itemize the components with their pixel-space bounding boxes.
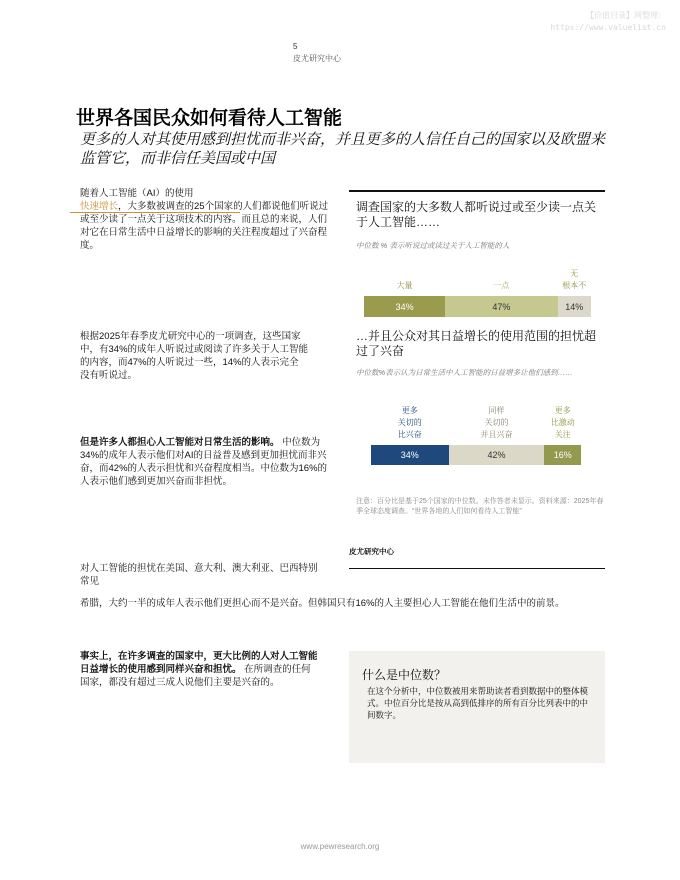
- strike-line: [70, 212, 240, 213]
- chart2-bar: [371, 445, 581, 465]
- watermark-line1: 【价值目录】网整理：: [586, 11, 666, 20]
- bar-segment-2: 47%: [445, 296, 557, 317]
- section-rule: [349, 568, 605, 569]
- chart2-subtitle: 中位数%表示认为日常生活中人工智能的日益增多让他们感到……: [356, 368, 573, 377]
- chart1-title: 调查国家的大多数人都听说过或至少读一点关于人工智能……: [356, 200, 597, 229]
- bar-segment-1: 34%: [364, 296, 445, 317]
- page-title: 世界各国民众如何看待人工智能: [76, 108, 343, 129]
- intro-line: 随着人工智能（AI）的使用: [80, 188, 194, 199]
- concern-rest: 中位数为34%的成年人表示他们对AI的日益普及感到更加担忧而非兴奋，而42%的人表示担忧和兴奋程度相当。中位数为16%的人表示他们感到更加兴奋而非担忧。: [80, 437, 328, 487]
- concern-bold: 但是许多人都担心人工智能对日常生活的影响。: [80, 437, 280, 448]
- category-label-2: 一点: [493, 281, 510, 290]
- bar-segment-3: 14%: [558, 296, 591, 317]
- chart-note: 注意：百分比是基于25个国家的中位数。未作答者未显示。资料来源：2025年春季全球态度调查。“世界各地的人们如何看待人工智能”: [356, 498, 604, 515]
- header-org: 皮尤研究中心: [293, 54, 341, 63]
- chart2-labels: [371, 405, 581, 441]
- page-subtitle: 更多的人对其使用感到担忧而非兴奋，并且更多的人信任自己的国家以及欧盟来监管它，而非信任美国或中国: [80, 131, 606, 167]
- category-label-1: 大量: [396, 281, 413, 290]
- paragraph-fact: [80, 650, 320, 689]
- chart-top-rule: [349, 190, 605, 192]
- watermark-line2: https://www.valuelist.cn: [550, 23, 666, 32]
- fact-bold: 事实上，在许多调查的国家中，更大比例的人对人工智能日益增长的使用感到同样兴奋和担忧。: [80, 651, 318, 675]
- bar-segment-1: 34%: [371, 445, 449, 465]
- bar-segment-3: 16%: [544, 445, 581, 465]
- paragraph-concern: [80, 436, 332, 488]
- median-sidebar: [349, 651, 605, 763]
- paragraph-survey: 根据2025年春季皮尤研究中心的一项调查，这些国家中，有34%的成年人听说过或阅读了许多关于人工智能的内容，而47%的人听说过一些，14%的人表示完全没有听说过。: [80, 331, 309, 381]
- paragraph-intro: [80, 187, 330, 252]
- paragraph-greece: 希腊，大约一半的成年人表示他们更担心而不是兴奋。但韩国只有16%的人主要担心人工智能在他们生活中的前景。: [80, 598, 565, 609]
- fact-rest: 在所调查的任何国家，都没有超过三成人说他们主要是兴奋的。: [80, 664, 311, 688]
- chart2-title: …并且公众对其日益增长的使用范围的担忧超过了兴奋: [356, 329, 597, 358]
- chart1-labels: [364, 268, 591, 292]
- watermark: [550, 10, 666, 34]
- sidebar-title: 什么是中位数？: [362, 668, 447, 682]
- category-label-1: 更多 关切的 比兴奋: [397, 406, 422, 439]
- bar-segment-2: 42%: [449, 445, 545, 465]
- category-label-3: 更多 比激动 关注: [550, 406, 575, 439]
- intro-rest: ，大多数被调查的25个国家的人们都说他们听说过或至少读了一点关于这项技术的内容。而且总的来说，人们对它在日常生活中日益增长的影响的关注程度超过了兴奋程度。: [80, 201, 329, 251]
- section-heading: 对人工智能的担忧在美国、意大利、澳大利亚、巴西特别常见: [80, 563, 318, 587]
- category-label-3: 无 根本不: [562, 269, 587, 290]
- chart1-bar: [364, 296, 591, 317]
- rapid-growth-link[interactable]: 快速增长: [80, 201, 119, 212]
- sidebar-body: 在这个分析中，中位数被用来帮助读者看到数据中的整体模式。中位百分比是按从高到低排序的所有百分比列表中的中间数字。: [367, 686, 589, 720]
- category-label-2: 同样 关切的 并且兴奋: [480, 406, 513, 439]
- chart1-subtitle: 中位数 % 表示听说过或读过关于人工智能的人: [356, 241, 510, 250]
- chart-org: 皮尤研究中心: [349, 547, 394, 556]
- page-number: 5: [293, 42, 298, 51]
- footer-url[interactable]: www.pewresearch.org: [300, 842, 380, 851]
